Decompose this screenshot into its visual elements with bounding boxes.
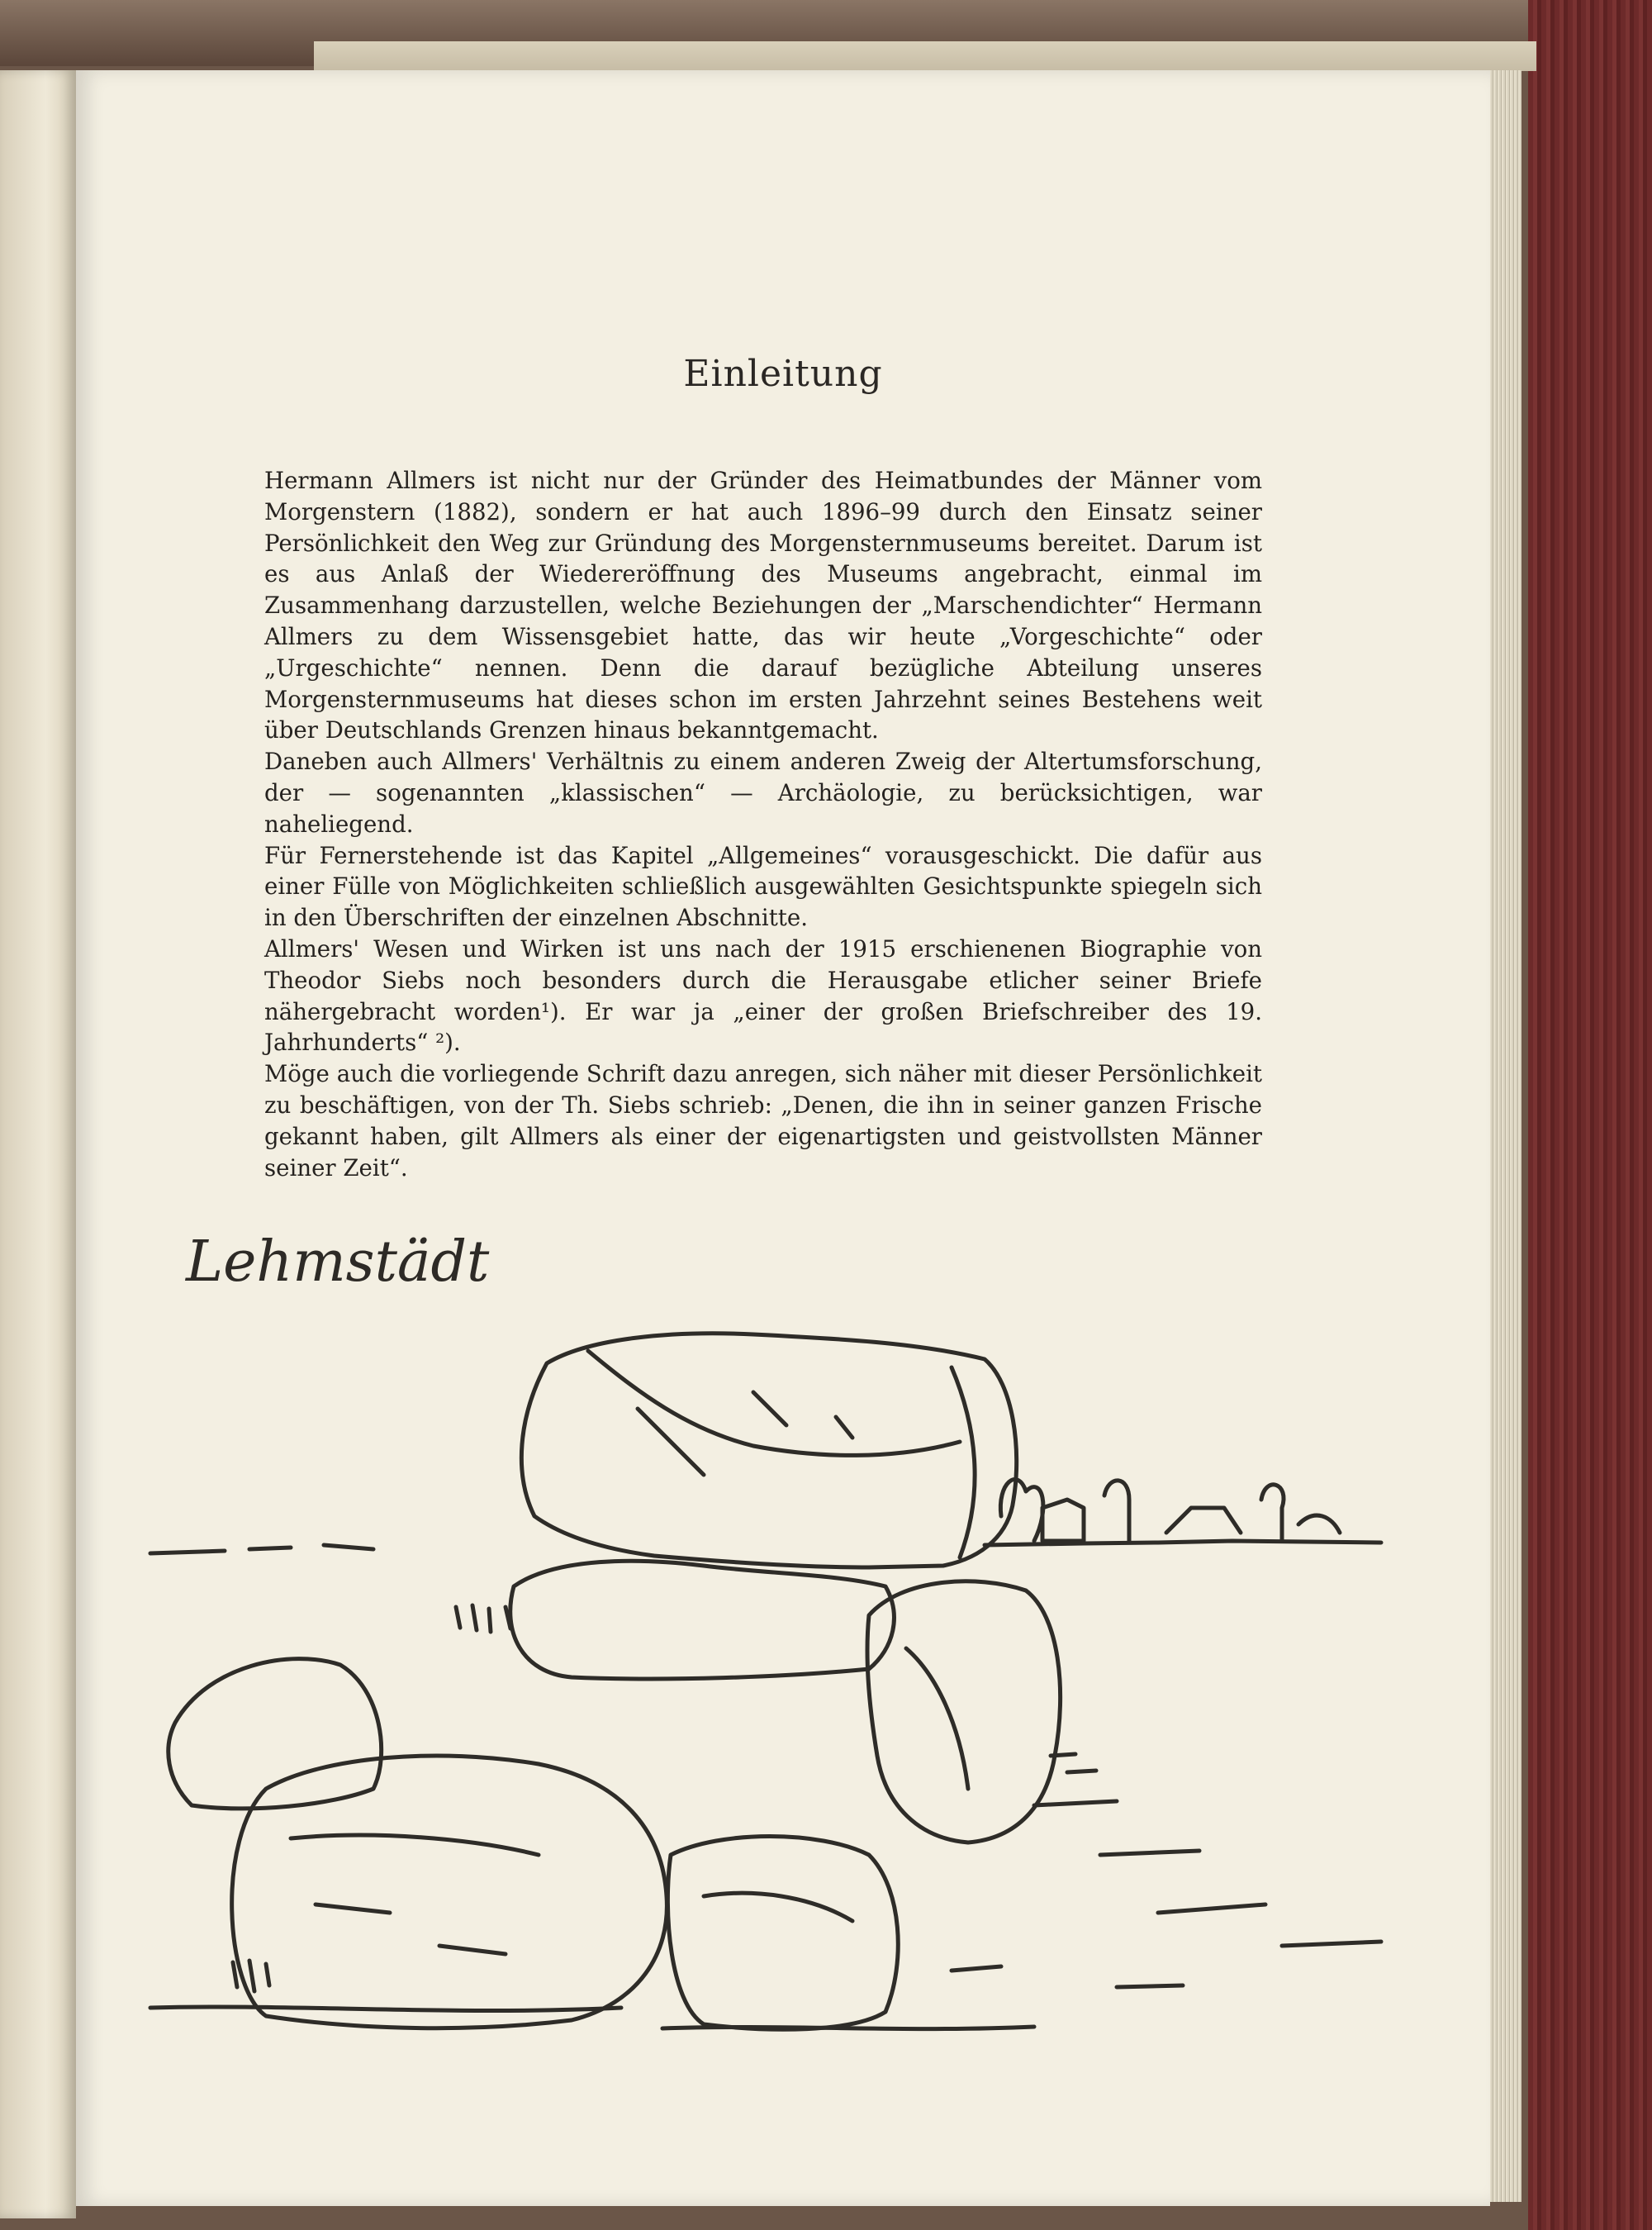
book-page xyxy=(76,70,1490,2206)
paragraph: Daneben auch Allmers' Verhältnis zu einem anderen Zweig der Altertumsforschung, der — sogenannten „klassischen“ — Archäologie, zu berücksichtigen, war naheliegend. xyxy=(264,748,1262,838)
signature: Lehmstädt xyxy=(186,1229,490,1295)
book-headband xyxy=(314,41,1536,71)
paragraph: Hermann Allmers ist nicht nur der Gründer des Heimatbundes der Männer vom Morgenstern (1882), sondern er hat auch 1896–99 durch den Einsatz seiner Persönlichkeit den Weg zur Gründung des Morgensternmuseums bereitet. Darum ist es aus Anlaß der Wiedereröffnung des Museums angebracht, einmal im Zusammenhang darzustellen, welche Beziehungen der „Marschendichter“ Hermann Allmers zu dem Wissensgebiet hatte, das wir heute „Vorgeschichte“ oder „Urgeschichte“ nennen. Denn die darauf bezügliche Abteilung unseres Morgensternmuseums hat dieses schon im ersten Jahrzehnt seines Bestehens weit über Deutschlands Grenzen hinaus bekanntgemacht. xyxy=(264,467,1262,744)
left-page-edge xyxy=(0,70,76,2218)
megalith-drawing xyxy=(126,1260,1447,2086)
body-text xyxy=(264,465,1262,1183)
paragraph: Möge auch die vorliegende Schrift dazu anregen, sich näher mit dieser Persönlichkeit zu beschäftigen, von der Th. Siebs schrieb: „Denen, die ihn in seiner ganzen Frische gekannt haben, gilt Allmers als einer der eigenartigsten und geistvollsten Männer seiner Zeit“. xyxy=(264,1060,1262,1182)
book-binding xyxy=(1528,0,1652,2230)
paragraph: Allmers' Wesen und Wirken ist uns nach der 1915 erschienenen Biographie von Theodor Siebs noch besonders durch die Herausgabe etlicher seiner Briefe nähergebracht worden¹). Er war ja „einer der großen Briefschreiber des 19. Jahrhunderts“ ²). xyxy=(264,934,1262,1057)
paragraph: Für Fernerstehende ist das Kapitel „Allgemeines“ vorausgeschickt. Die dafür aus einer Fülle von Möglichkeiten schließlich ausgewählten Gesichtspunkte spiegeln sich in den Überschriften der einzelnen Abschnitte. xyxy=(264,841,1262,932)
page-title: Einleitung xyxy=(683,353,883,395)
